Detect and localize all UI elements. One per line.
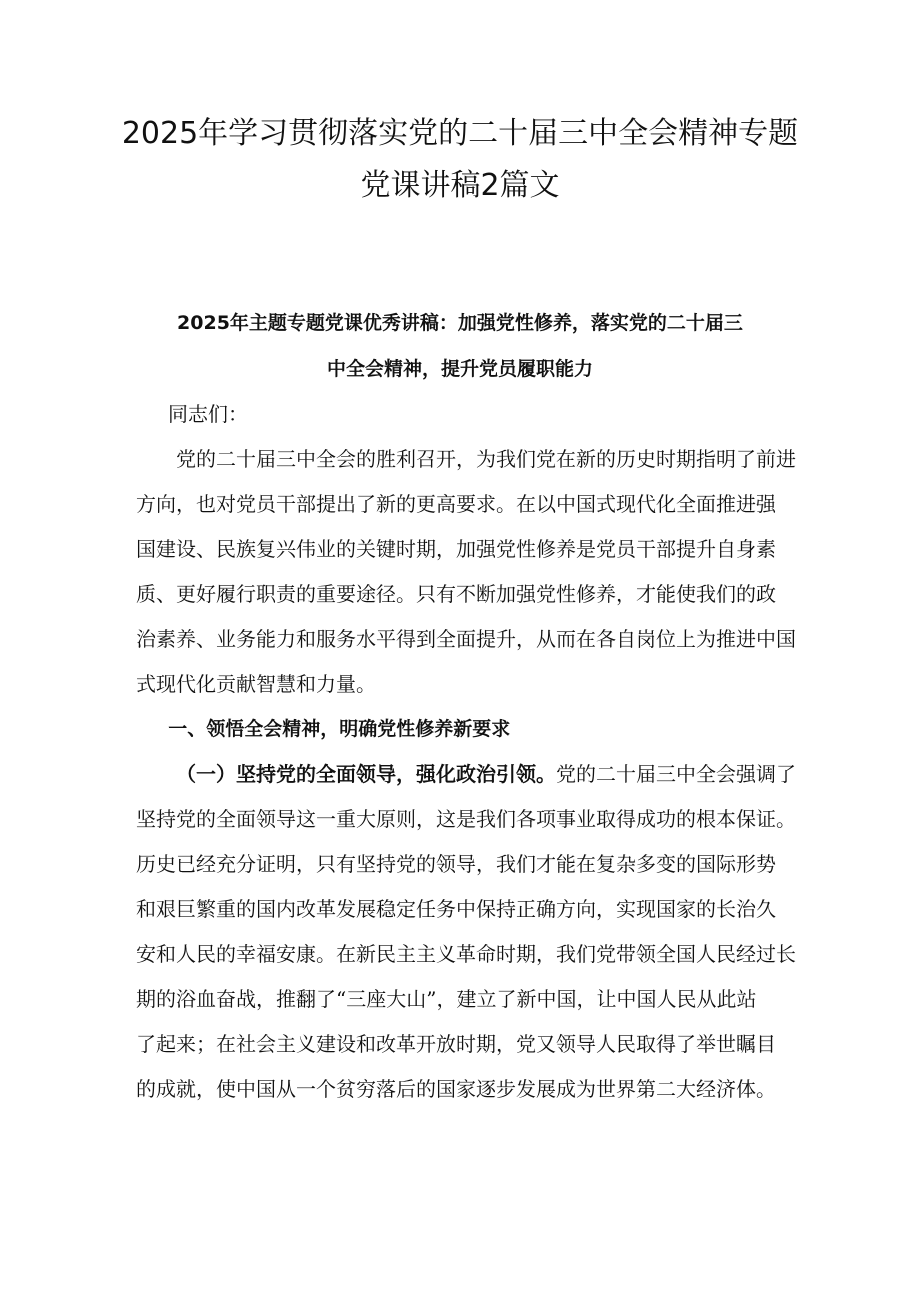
point-1-line: 了起来；在社会主义建设和改革开放时期，党又领导人民取得了举世瞩目 <box>136 1032 776 1056</box>
point-1-first-line <box>136 752 796 797</box>
intro-line: 国建设、民族复兴伟业的关键时期，加强党性修养是党员干部提升自身素 <box>136 537 776 561</box>
salutation: 同志们： <box>168 402 248 426</box>
section-heading-1: 一、领悟全会精神，明确党性修养新要求 <box>168 718 511 740</box>
intro-line: 质、更好履行职责的重要途径。只有不断加强党性修养，才能使我们的政 <box>136 582 776 606</box>
intro-line: 方向，也对党员干部提出了新的更高要求。在以中国式现代化全面推进强 <box>136 492 776 516</box>
point-1-paragraph <box>136 752 796 1112</box>
speech-body <box>136 392 796 1112</box>
point-1-line: 历史已经充分证明，只有坚持党的领导，我们才能在复杂多变的国际形势 <box>136 852 776 876</box>
point-1-first-line-rest: 党的二十届三中全会强调了 <box>556 762 796 786</box>
speech-title-line-1: 2025年主题专题党课优秀讲稿：加强党性修养，落实党的二十届三 <box>177 312 743 334</box>
point-1-line: 安和人民的幸福安康。在新民主主义革命时期，我们党带领全国人民经过长 <box>136 942 796 966</box>
intro-paragraph <box>136 437 796 707</box>
document-title-line-1: 2025年学习贯彻落实党的二十届三中全会精神专题 <box>121 116 799 151</box>
point-1-line: 坚持党的全面领导这一重大原则，这是我们各项事业取得成功的根本保证。 <box>136 807 796 831</box>
point-1-line: 和艰巨繁重的国内改革发展稳定任务中保持正确方向，实现国家的长治久 <box>136 897 776 921</box>
speech-title <box>130 300 790 392</box>
point-1-line: 期的浴血奋战，推翻了“三座大山”，建立了新中国，让中国人民从此站 <box>136 987 757 1011</box>
document-title-line-2: 党课讲稿2篇文 <box>360 168 560 203</box>
intro-line: 治素养、业务能力和服务水平得到全面提升，从而在各自岗位上为推进中国 <box>136 627 796 651</box>
speech-title-line-2: 中全会精神，提升党员履职能力 <box>326 358 593 380</box>
point-1-lead: （一）坚持党的全面领导，强化政治引领。 <box>176 762 556 786</box>
intro-line: 党的二十届三中全会的胜利召开，为我们党在新的历史时期指明了前进 <box>176 447 796 471</box>
document-title <box>100 108 820 212</box>
intro-line: 式现代化贡献智慧和力量。 <box>136 672 376 696</box>
point-1-line: 的成就，使中国从一个贫穷落后的国家逐步发展成为世界第二大经济体。 <box>136 1077 776 1101</box>
